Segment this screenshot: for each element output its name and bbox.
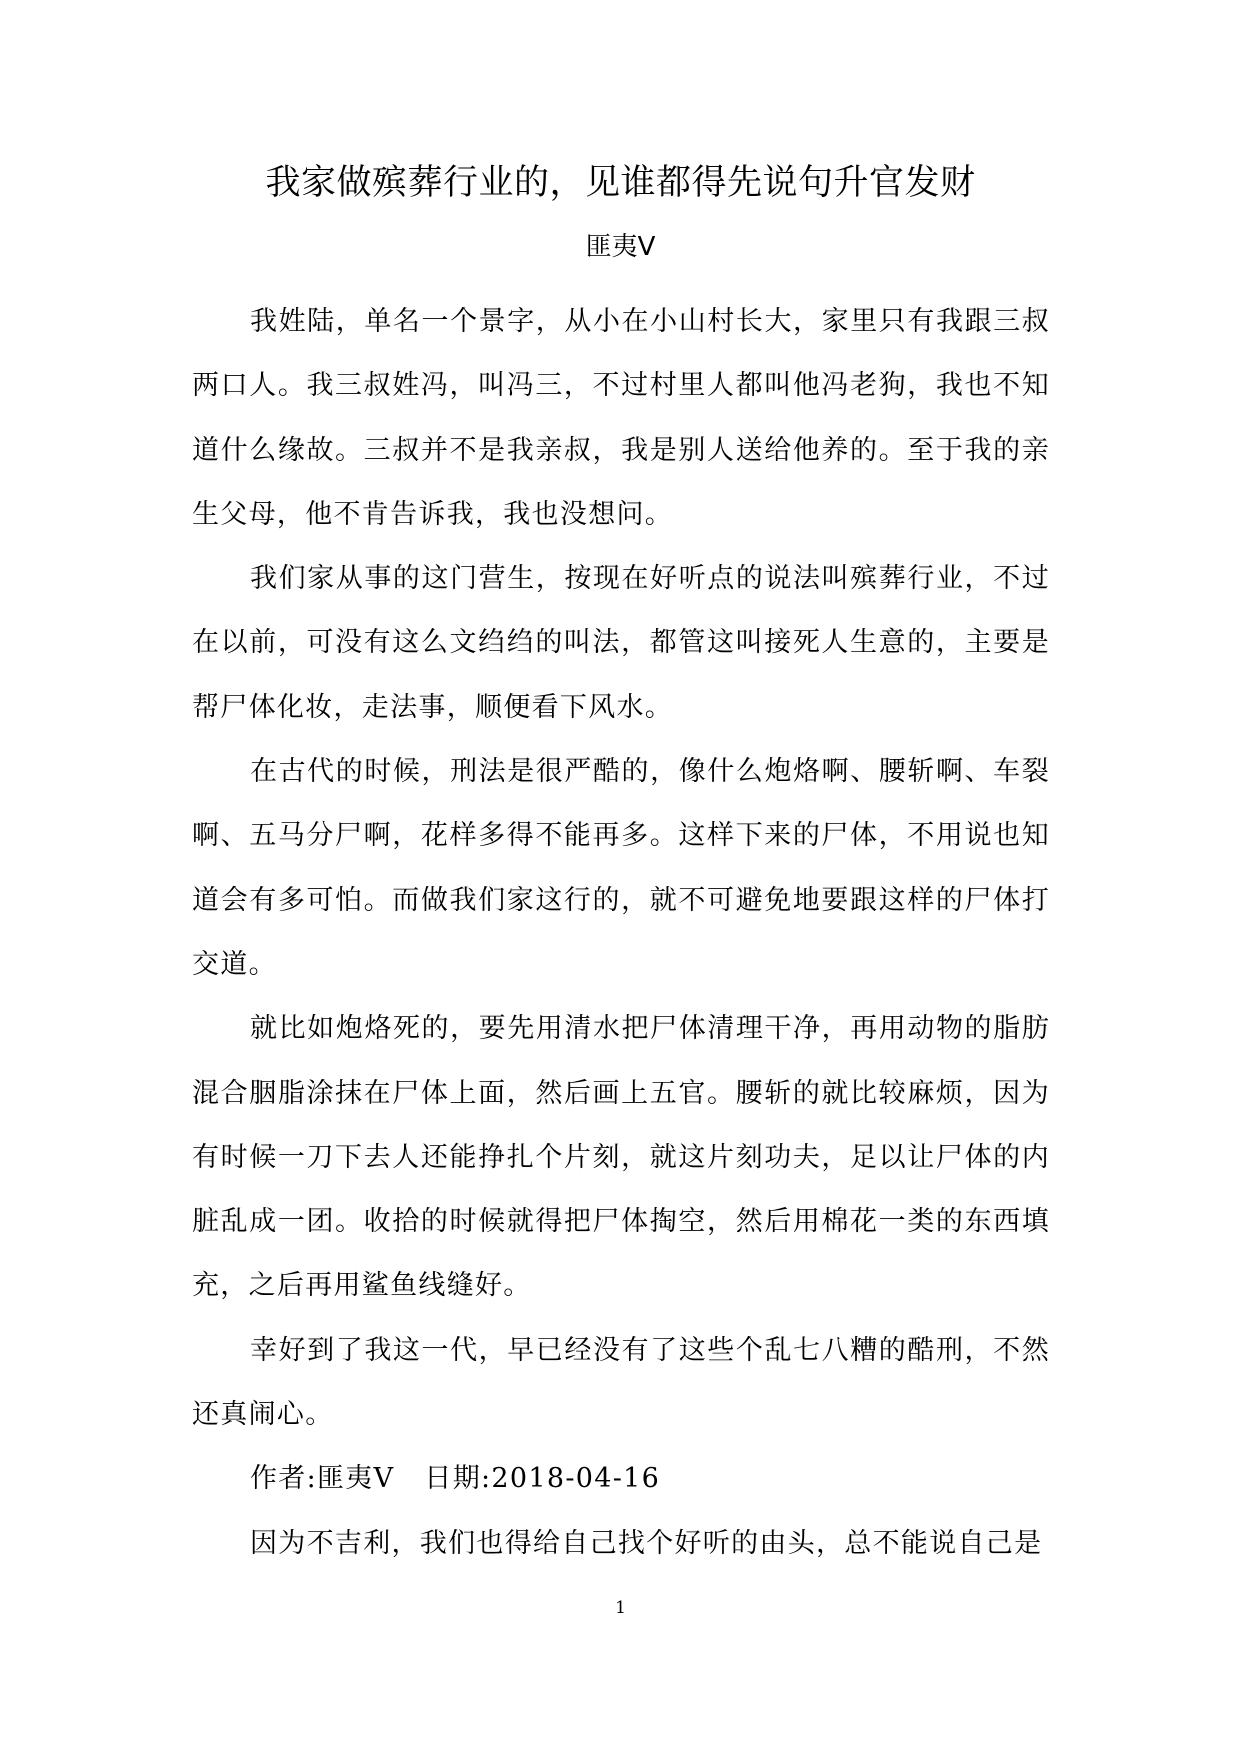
author-line: 作者:匪夷Ⅴ xyxy=(250,1463,395,1495)
paragraph: 因为不吉利，我们也得给自己找个好听的由头，总不能说自己是 xyxy=(250,1527,1043,1559)
paragraph: 幸好到了我这一代，早已经没有了这些个乱七八糟的酷刑，不然还真闹心。 xyxy=(192,1334,1050,1431)
document-title: 我家做殡葬行业的，见谁都得先说句升官发财 xyxy=(265,163,976,203)
paragraph: 我姓陆，单名一个景字，从小在小山村长大，家里只有我跟三叔两口人。我三叔姓冯，叫冯三，不过村里人都叫他冯老狗，我也不知道什么缘故。三叔并不是我亲叔，我是别人送给他养的。至于我的亲生父母，他不肯告诉我，我也没想问。 xyxy=(192,306,1050,530)
paragraph: 在古代的时候，刑法是很严酷的，像什么炮烙啊、腰斩啊、车裂啊、五马分尸啊，花样多得不能再多。这样下来的尸体，不用说也知道会有多可怕。而做我们家这行的，就不可避免地要跟这样的尸体打交道。 xyxy=(192,756,1050,980)
author-date-line xyxy=(192,1447,1050,1511)
date-line: 日期:2018-04-16 xyxy=(424,1463,661,1495)
paragraph: 就比如炮烙死的，要先用清水把尸体清理干净，再用动物的脂肪混合胭脂涂抹在尸体上面，然后画上五官。腰斩的就比较麻烦，因为有时候一刀下去人还能挣扎个片刻，就这片刻功夫，足以让尸体的内脏乱成一团。收拾的时候就得把尸体掏空，然后用棉花一类的东西填充，之后再用鲨鱼线缝好。 xyxy=(192,1013,1050,1302)
document-author: 匪夷Ⅴ xyxy=(585,232,656,262)
document-body xyxy=(192,290,1050,1576)
paragraph: 我们家从事的这门营生，按现在好听点的说法叫殡葬行业，不过在以前，可没有这么文绉绉的叫法，都管这叫接死人生意的，主要是帮尸体化妆，走法事，顺便看下风水。 xyxy=(192,563,1050,723)
page-number: 1 xyxy=(615,1598,626,1618)
